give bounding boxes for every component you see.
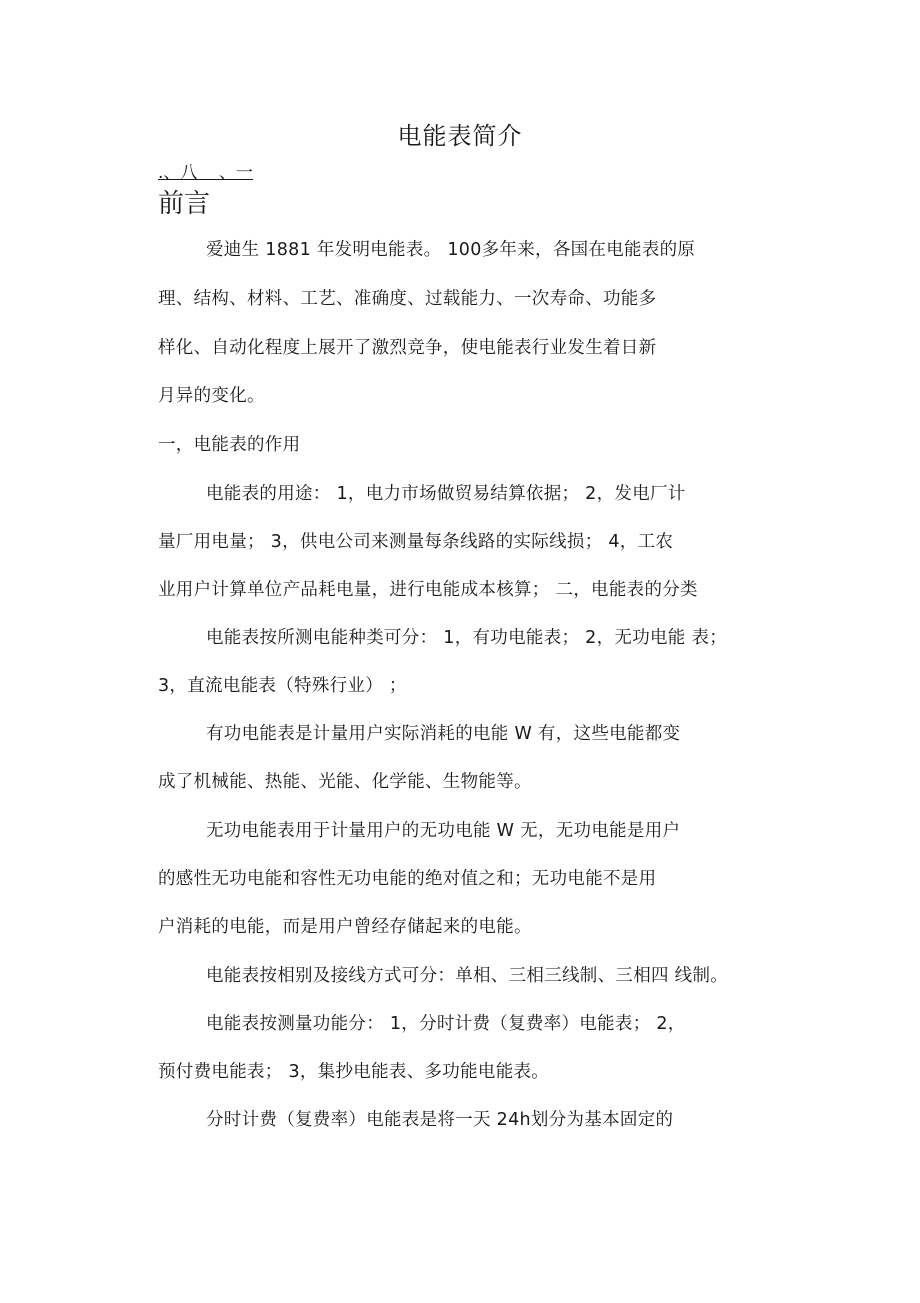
paragraph-line: 电能表按所测电能种类可分： 1，有功电能表； 2，无功电能 表； [206,628,728,648]
paragraph-line: 成了机械能、热能、光能、化学能、生物能等。 [158,772,532,792]
paragraph-line: 业用户计算单位产品耗电量，进行电能成本核算； 二，电能表的分类 [158,580,698,600]
paragraph-line: 户消耗的电能，而是用户曾经存储起来的电能。 [158,917,532,937]
section-heading-preface: 前言 [158,189,211,219]
paragraph-line: 的感性无功电能和容性无功电能的绝对值之和；无功电能不是用 [158,869,657,889]
document-title: 电能表简介 [397,122,523,150]
section-heading-function: 一，电能表的作用 [158,435,301,455]
paragraph-line: 月异的变化。 [158,386,265,406]
paragraph-line: 爱迪生 1881 年发明电能表。 100多年来，各国在电能表的原 [206,240,696,260]
paragraph-line: 量厂用电量； 3，供电公司来测量每条线路的实际线损； 4，工农 [158,532,674,552]
heading-artifact-text: .、八 、一 [158,163,254,183]
paragraph-line: 样化、自动化程度上展开了激烈竞争，使电能表行业发生着日新 [158,338,657,358]
paragraph-line: 有功电能表是计量用户实际消耗的电能 W 有，这些电能都变 [206,724,681,744]
paragraph-line: 预付费电能表； 3，集抄电能表、多功能电能表。 [158,1062,550,1082]
paragraph-line: 电能表按相别及接线方式可分：单相、三相三线制、三相四 线制。 [206,966,729,986]
paragraph-line: 分时计费（复费率）电能表是将一天 24h划分为基本固定的 [206,1110,674,1130]
paragraph-line: 3，直流电能表（特殊行业） ； [158,676,407,696]
paragraph-line: 理、结构、材料、工艺、准确度、过载能力、一次寿命、功能多 [158,289,657,309]
paragraph-line: 电能表按测量功能分： 1，分时计费（复费率）电能表； 2， [206,1014,686,1034]
paragraph-line: 无功电能表用于计量用户的无功电能 W 无，无功电能是用户 [206,821,681,841]
paragraph-line: 电能表的用途： 1，电力市场做贸易结算依据； 2，发电厂计 [206,484,686,504]
